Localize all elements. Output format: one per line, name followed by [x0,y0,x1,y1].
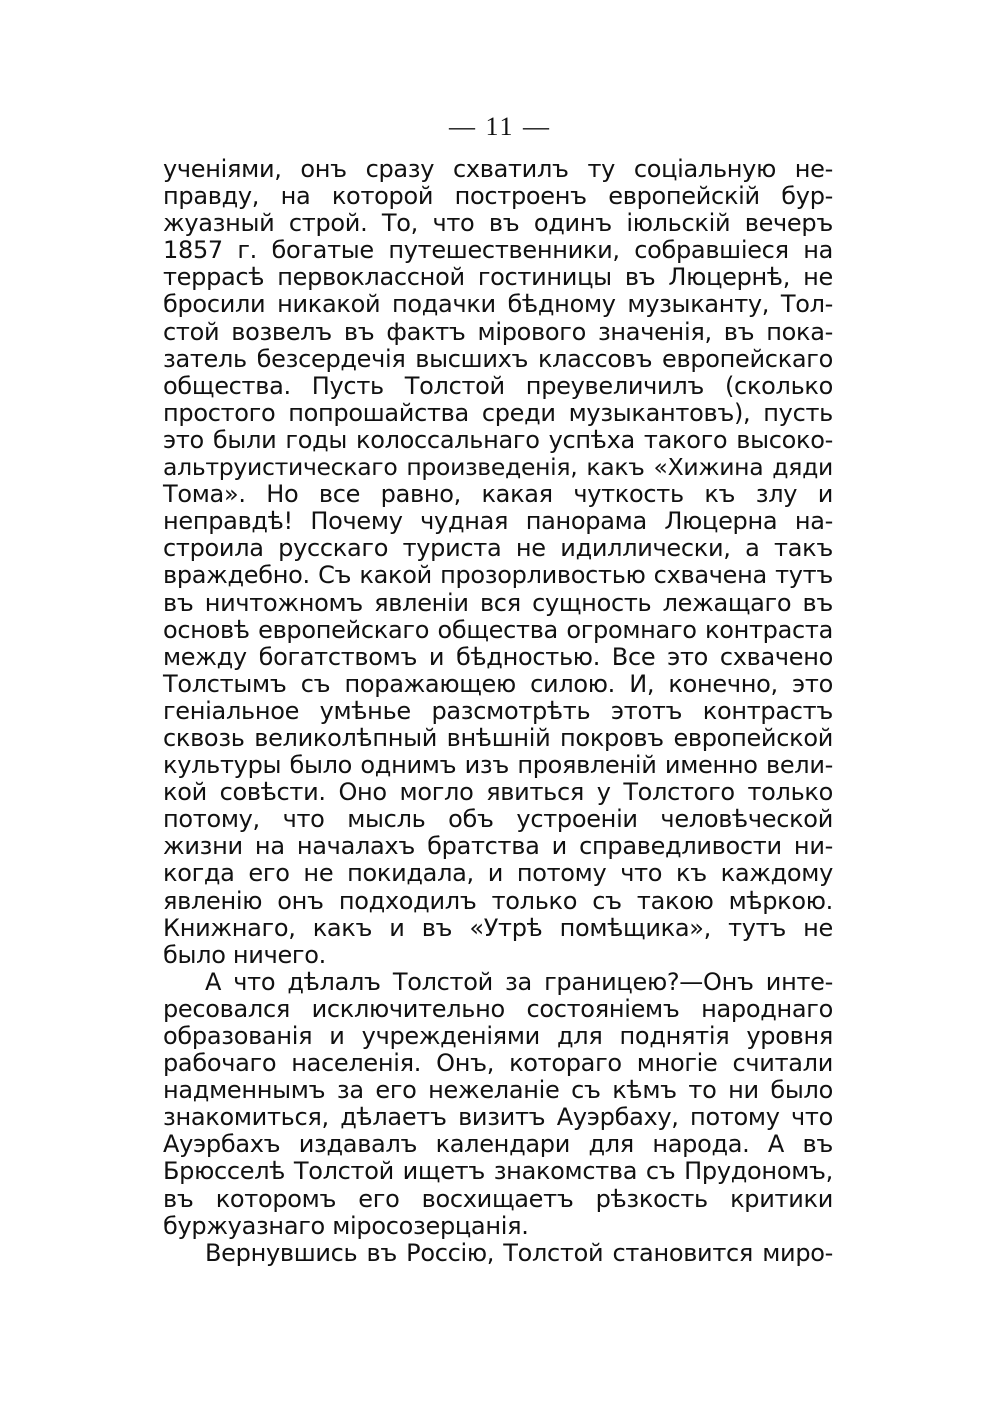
text-line: общества. Пусть Толстой преувеличилъ (сколько [163,371,833,400]
text-line: правду, на которой построенъ европейскiй бур- [163,182,833,211]
text-line: простого попрошайства среди музыкантовъ), пусть [163,398,833,427]
text-line: основѣ европейскаго общества огромнаго контраста [163,615,833,644]
text-line: образованiя и учрежденiями для поднятiя уровня [163,1022,833,1050]
text-line: это были годы колоссальнаго успѣха такого высоко- [163,425,833,454]
text-line: Тома». Но все равно, какая чуткость къ злу и [163,480,833,509]
page-number: — 11 — [448,112,552,141]
body-text [163,156,833,1267]
text-line: кой совѣсти. Оно могло явиться у Толстого только [163,778,833,807]
text-line: было ничего. [163,940,326,969]
text-line: рабочаго населенiя. Онъ, котораго многiе считали [163,1049,833,1078]
text-line: Брюсселѣ Толстой ищетъ знакомства съ Прудономъ, [163,1157,833,1186]
text-line: бросили никакой подачки бѣдному музыканту, Тол- [163,290,833,319]
text-line: Книжнаго, какъ и въ «Утрѣ помѣщика», тутъ не [163,913,833,942]
text-line: враждебно. Съ какой прозорливостью схвачена тутъ [163,561,833,590]
text-line: Толстымъ съ поражающею силою. И, конечно, это [163,669,833,698]
text-line: альтруистическаго произведенiя, какъ «Хижина дяди [163,453,833,482]
text-line: въ которомъ его восхищаетъ рѣзкость критики [163,1184,833,1213]
text-line: надменнымъ за его нежеланiе съ кѣмъ то ни было [163,1076,833,1105]
text-line: неправдѣ! Почему чудная панорама Люцерна на- [163,507,833,536]
text-line: ученiями, онъ сразу схватилъ ту соцiальную не- [163,155,833,183]
text-line: сквозь великолѣпный внѣшнiй покровъ европейской [163,723,833,752]
text-line: стой возвелъ въ фактъ мiрового значенiя, въ пока- [163,317,833,346]
text-line: затель безсердечiя высшихъ классовъ европейскаго [163,344,833,373]
text-line: А что дѣлалъ Толстой за границею?—Онъ инте- [205,967,833,996]
text-line: ресовался исключительно состоянiемъ народнаго [163,994,833,1023]
text-line: Вернувшись въ Россiю, Толстой становится миро- [205,1238,833,1267]
text-line: между богатствомъ и бѣдностью. Все это схвачено [163,642,833,671]
text-line: въ ничтожномъ явленiи вся сущность лежащаго въ [163,588,833,617]
text-line: Ауэрбахъ издавалъ календари для народа. А въ [163,1130,833,1159]
text-line: генiальное умѣнье разсмотрѣть этотъ контрастъ [163,696,833,725]
text-line: потому, что мысль объ устроенiи человѣческой [163,805,833,834]
text-line: строила русскаго туриста не идиллически, а такъ [163,534,833,563]
text-line: жуазный строй. То, что въ одинъ iюльскiй вечеръ [163,209,833,238]
text-line: террасѣ первоклассной гостиницы въ Люцернѣ, не [163,263,833,292]
text-line: буржуазнаго мiросозерцанiя. [163,1211,529,1240]
text-line: когда его не покидала, и потому что къ каждому [163,859,833,888]
text-line: жизни на началахъ братства и справедливости ни- [163,832,833,861]
text-line: 1857 г. богатые путешественники, собравшiеся на [163,236,833,265]
text-line: культуры было однимъ изъ проявленiй именно вели- [163,751,833,780]
text-line: знакомиться, дѣлаетъ визитъ Ауэрбаху, потому что [163,1103,833,1132]
text-line: явленiю онъ подходилъ только съ такою мѣркою. [163,886,833,915]
